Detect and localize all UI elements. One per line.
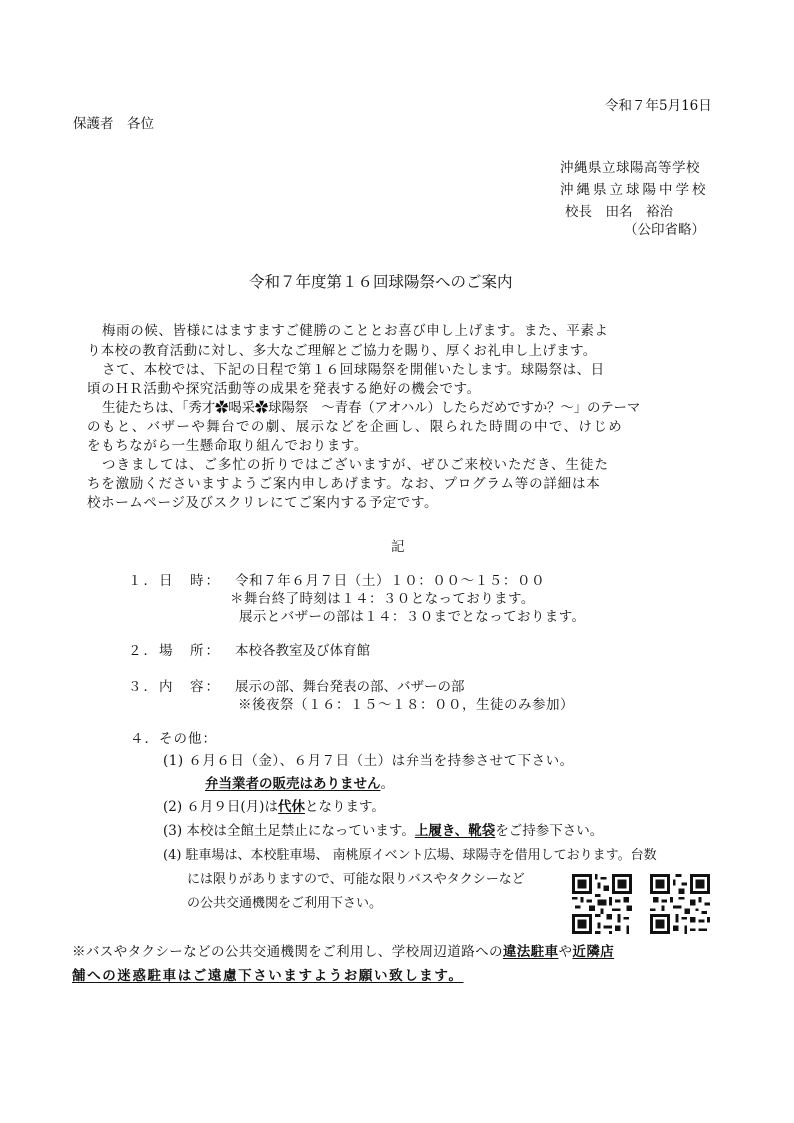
other-item-1: (1) ６月６日（金）、６月７日（土）は弁当を持参させて下さい。: [163, 753, 574, 769]
body-line-1: 梅雨の候、皆様にはますますご健勝のこととお喜び申し上げます。また、平素よ: [102, 323, 609, 339]
body-line-3: さて、本校では、下記の日程で第１６回球陽祭を開催いたします。球陽祭は、日: [102, 362, 605, 378]
content-value: 展示の部、舞台発表の部、バザーの部: [235, 679, 465, 695]
other-item-3: [163, 825, 603, 839]
other-item-2: [163, 801, 385, 815]
nearby-store: 近隣店: [572, 944, 615, 960]
ki-mark: 記: [391, 539, 405, 555]
other-item-4-line-2: には限りがありますので、可能な限りバスやタクシーなど: [187, 872, 525, 887]
footer-notice-line-1: [72, 946, 614, 960]
body-line-7: をもちながら一生懸命取り組んでおります。: [87, 438, 368, 454]
page-title: 令和７年度第１６回球陽祭へのご案内: [249, 273, 513, 291]
date-value: 令和７年６月７日（土）１０：００～１５：００: [235, 573, 546, 589]
other-item-2-post: となります。: [304, 799, 385, 815]
other-label: ４．その他：: [130, 731, 217, 747]
sender-principal: 校長 田名 裕治: [565, 204, 673, 220]
other-item-3-pre: (3) 本校は全館土足禁止になっています。: [163, 823, 415, 839]
indoor-shoes-notice: 上履き、靴袋: [414, 823, 496, 839]
other-item-1-notice: [205, 778, 394, 792]
body-line-10: 校ホームページ及びスクリレにてご案内する予定です。: [87, 495, 439, 511]
body-line-6: のもと、バザーや舞台での劇、展示などを企画し、限られた時間の中で、けじめ: [87, 419, 624, 435]
sender-school-high: 沖縄県立球陽高等学校: [560, 160, 700, 176]
date-note-2: 展示とバザーの部は１４：３０までとなっております。: [239, 609, 586, 625]
content-note: ※後夜祭（１６：１５～１８：００，生徒のみ参加）: [238, 697, 574, 713]
recipient: 保護者 各位: [73, 116, 154, 132]
body-line-5: 生徒たちは、「秀才✿喝采✿球陽祭 ～青春（アオハル）したらだめですか？～」のテーマ: [102, 400, 641, 416]
content-label: ３．内 容：: [128, 679, 221, 695]
other-item-3-post: をご持参下さい。: [495, 823, 604, 839]
qr-code-left: [572, 874, 632, 934]
no-lunch-vendor-notice: 弁当業者の販売はありません: [205, 776, 381, 792]
sender-school-junior: 沖縄県立球陽中学校: [560, 182, 709, 198]
date-label: １．日 時：: [128, 573, 221, 589]
body-line-2: り本校の教育活動に対し、多大なご理解とご協力を賜り、厚くお礼申し上げます。: [87, 343, 597, 359]
date: 令和７年5月16日: [605, 98, 712, 114]
other-item-2-pre: (2) ６月９日(月)は: [163, 799, 278, 815]
seal-note: （公印省略）: [624, 222, 705, 238]
other-item-1-period: 。: [380, 776, 394, 792]
other-item-4-line-1: (4) 駐車場は、本校駐車場、 南桃原イベント広場、球陽寺を借用しております。台数: [163, 848, 657, 863]
footer-notice-line-2: 舗への迷惑駐車はご遠慮下さいますようお願い致します。: [72, 968, 464, 984]
body-line-9: ちを激励くださいますようご案内申しあげます。なお、プログラム等の詳細は本: [87, 476, 601, 492]
illegal-parking: 違法駐車: [502, 944, 559, 960]
substitute-holiday: 代休: [277, 799, 305, 815]
body-line-8: つきましては、ご多忙の折りではございますが、ぜひご来校いただき、生徒た: [102, 457, 609, 473]
date-note-1: ＊舞台終了時刻は１４：３０となっております。: [230, 591, 535, 607]
footer-line-1-mid: や: [558, 944, 573, 960]
qr-code-right: [650, 874, 710, 934]
other-item-4-line-3: の公共交通機関をご利用下さい。: [187, 896, 383, 911]
body-line-4: 頃のＨＲ活動や探究活動等の成果を発表する絶好の機会です。: [87, 381, 481, 397]
place-value: 本校各教室及び体育館: [235, 643, 370, 659]
footer-line-1-pre: ※バスやタクシーなどの公共交通機関をご利用し、学校周辺道路への: [72, 944, 503, 960]
place-label: ２．場 所：: [128, 643, 221, 659]
